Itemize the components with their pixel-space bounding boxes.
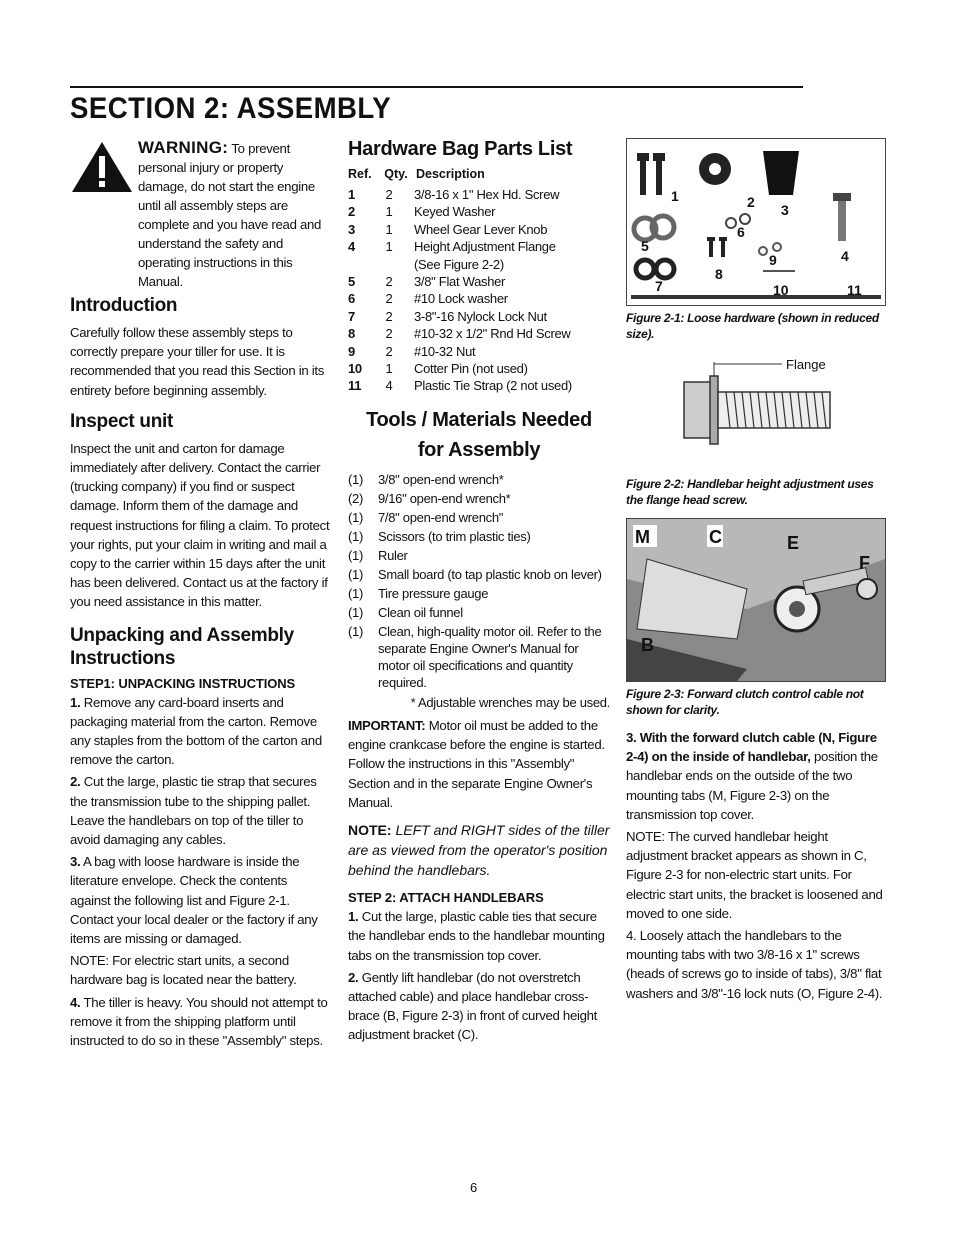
step2-heading: STEP 2: ATTACH HANDLEBARS [348, 890, 544, 906]
warning-triangle-icon [70, 140, 134, 194]
warning-text: To prevent personal injury or property damage, do not start the engine until all assembly steps are complete and you have read and understand the safety and operating instructions in this Manual. [138, 141, 322, 289]
figure-2-3 [626, 518, 886, 682]
important-block [348, 716, 610, 812]
tool-item: (1) Clean oil funnel [348, 604, 463, 620]
svg-text:6: 6 [737, 224, 745, 240]
svg-text:9: 9 [769, 252, 777, 268]
warning-label: WARNING: [138, 138, 229, 157]
tool-item: (1) Clean, high-quality motor oil. Refer to the separate Engine Owner's Manual for motor oil specifications and quantity required. [348, 623, 602, 690]
svg-text:7: 7 [655, 278, 663, 294]
figure-2-2-caption: Figure 2-2: Handlebar height adjustment uses the flange head screw. [626, 477, 874, 507]
header-rule [70, 86, 803, 88]
svg-text:C: C [709, 527, 722, 547]
parts-list [348, 186, 610, 395]
svg-text:3: 3 [781, 202, 789, 218]
introduction-heading: Introduction [70, 295, 178, 316]
tool-item: (1) Ruler [348, 547, 408, 563]
note-left-right: NOTE: LEFT and RIGHT sides of the tiller are as viewed from the operator's position behind the handlebars. [348, 822, 610, 879]
svg-text:8: 8 [715, 266, 723, 282]
svg-text:F: F [859, 553, 870, 573]
page-number: 6 [470, 1180, 478, 1195]
unpacking-heading: Unpacking and Assembly Instructions [70, 624, 294, 669]
tool-item: (1) Tire pressure gauge [348, 585, 489, 601]
svg-text:1: 1 [671, 188, 679, 204]
loose-hardware-illustration [627, 139, 885, 305]
tool-item: (1) 7/8" open-end wrench" [348, 509, 504, 525]
warning-block [70, 138, 330, 298]
tools-title: Tools / Materials Needed for Assembly [366, 408, 592, 461]
parts-row: 10 1 Cotter Pin (not used) [348, 361, 528, 377]
list-item: 3. With the forward clutch cable (N, Figure 2-4) on the inside of handlebar, position the handlebar ends on the outside of the two mounting tabs (M, Figure 2-3) on the transmission top cover. [626, 730, 878, 822]
svg-text:Flange: Flange [786, 357, 826, 372]
introduction-text: Carefully follow these assembly steps to correctly prepare your tiller for use. It is recommended that you read this Section in its entirety before beginning assembly. [70, 325, 325, 398]
parts-row: 2 1 Keyed Washer [348, 204, 496, 220]
parts-list-title: Hardware Bag Parts List [348, 138, 573, 160]
note-text: NOTE: The curved handlebar height adjustment bracket appears as shown in C, Figure 2-3 for non-electric start units. For electric start units, the bracket is loosened and moved to one side. [626, 829, 883, 921]
svg-text:11: 11 [847, 282, 862, 298]
list-item: 4. The tiller is heavy. You should not attempt to remove it from the shipping platform until instructed to do so in these "Assembly" steps. [70, 994, 328, 1049]
parts-row: 5 2 3/8" Flat Washer [348, 274, 506, 290]
tool-item: (1) Small board (to tap plastic knob on lever) [348, 566, 602, 582]
tool-item: (1) 3/8" open-end wrench* [348, 471, 504, 487]
tool-item: (1) Scissors (to trim plastic ties) [348, 528, 531, 544]
figure-2-1 [626, 138, 886, 306]
tool-item: (2) 9/16" open-end wrench* [348, 490, 511, 506]
list-item: 2. Cut the large, plastic tie strap that secures the transmission tube to the shipping pallet. Leave the handlebars on top of the tiller to avoid damaging any cables. [70, 774, 317, 848]
tools-footnote: * Adjustable wrenches may be used. [410, 694, 610, 710]
figure-2-2 [626, 352, 888, 472]
parts-row: 6 2 #10 Lock washer [348, 291, 508, 307]
svg-text:M: M [635, 527, 650, 547]
list-item: 4. Loosely attach the handlebars to the mounting tabs with two 3/8-16 x 1" screws (heads of screws go to inside of tabs), 3/8" flat washers and 3/8"-16 lock nuts (O, Figure 2-4). [626, 928, 883, 1001]
svg-text:B: B [641, 635, 654, 655]
step1-list [70, 693, 330, 1051]
list-item: 3. A bag with loose hardware is inside the literature envelope. Check the contents against the following list and Figure 2-1. Contact your local dealer or the factory if any items are missing or damaged. [70, 854, 318, 947]
handlebar-photo-illustration [627, 519, 885, 681]
parts-row: 11 4 Plastic Tie Strap (2 not used) [348, 378, 572, 394]
figure-2-1-caption: Figure 2-1: Loose hardware (shown in reduced size). [626, 311, 879, 341]
step1-heading: STEP1: UNPACKING INSTRUCTIONS [70, 675, 296, 691]
svg-text:E: E [787, 533, 800, 553]
parts-row: 3 1 Wheel Gear Lever Knob [348, 221, 548, 237]
list-item: 1. Cut the large, plastic cable ties that secure the handlebar ends to the handlebar mounting tabs on the transmission top cover. [348, 909, 605, 963]
section-title: SECTION 2: ASSEMBLY [70, 92, 392, 125]
svg-text:4: 4 [841, 248, 849, 264]
parts-row: 1 2 3/8-16 x 1" Hex Hd. Screw [348, 187, 560, 202]
list-item: 2. Gently lift handlebar (do not overstretch attached cable) and place handlebar cross-brace (B, Figure 2-3) in front of curved height adjustment bracket (C). [348, 969, 598, 1043]
svg-text:5: 5 [641, 238, 649, 254]
parts-row: 9 2 #10-32 Nut [348, 343, 476, 359]
svg-text:10: 10 [773, 282, 789, 298]
column-right [626, 138, 888, 1006]
parts-row: (See Figure 2-2) [414, 256, 504, 272]
svg-text:2: 2 [747, 194, 755, 210]
inspect-heading: Inspect unit [70, 410, 174, 432]
inspect-text: Inspect the unit and carton for damage immediately after delivery. Contact the carrier (trucking company) if you find or suspect damage. Inform them of the damage and request instructions for filing a claim. To protect your rights, put your claim in writing and mail a copy to the carrier within 15 days after the unit has been delivered. Contact us at the factory if you need assistance in this matter. [70, 440, 330, 610]
column-middle [348, 138, 610, 1048]
column-left [70, 138, 330, 1053]
important-text: Motor oil must be added to the engine crankcase before the engine is started. Follow the instructions in this "Assembly" Section and in the separate Engine Owner's Manual. [348, 718, 605, 810]
list-item: 1. Remove any card-board inserts and packaging material from the carton. Remove any staples from the bottom of the carton and remove the carton. [70, 694, 322, 768]
important-label: IMPORTANT: [348, 718, 426, 734]
parts-list-header: Ref. Qty. Description [348, 167, 485, 181]
list-item: NOTE: For electric start units, a second hardware bag is located near the battery. [70, 953, 297, 988]
parts-row: 4 1 Height Adjustment Flange [348, 239, 556, 255]
step2-list [348, 907, 610, 1044]
parts-row: 7 2 3-8"-16 Nylock Lock Nut [348, 308, 547, 324]
step2-continued [626, 728, 888, 1003]
tools-list [348, 471, 610, 691]
flange-screw-illustration [626, 352, 888, 472]
parts-row: 8 2 #10-32 x 1/2" Rnd Hd Screw [348, 326, 571, 342]
figure-2-3-caption: Figure 2-3: Forward clutch control cable not shown for clarity. [626, 687, 864, 717]
